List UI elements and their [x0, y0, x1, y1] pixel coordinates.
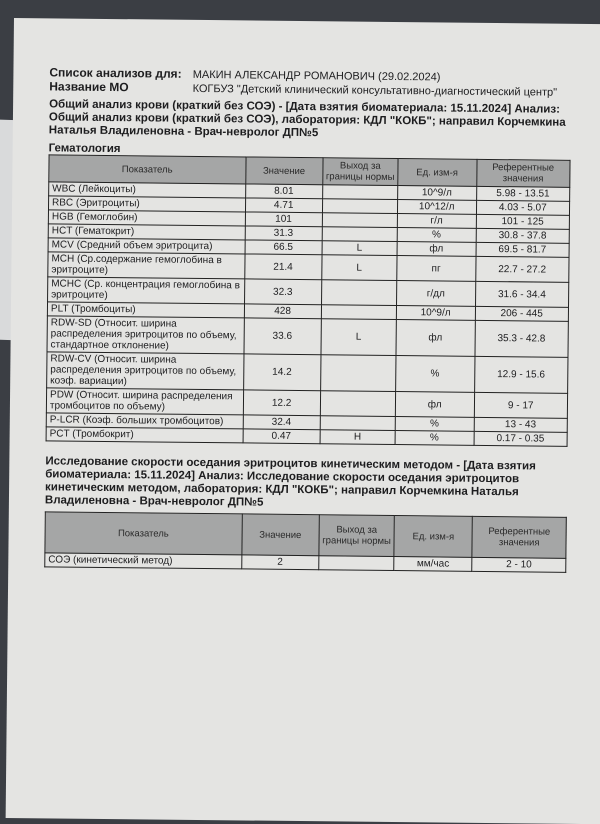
org-value: КОГБУЗ "Детский клинический консультативно-диагностический центр": [192, 82, 558, 99]
cell-value: 2: [241, 555, 319, 570]
cell-ref: 35.3 - 42.8: [474, 320, 568, 357]
cell-name: RDW-CV (Относит. ширина распределения эритроцитов по объему, коэф. вариации): [47, 352, 244, 390]
cell-value: 21.4: [244, 254, 322, 280]
esr-table: [44, 511, 567, 572]
cell-unit: 10^12/л: [397, 200, 476, 215]
cell-flag: L: [322, 255, 397, 281]
cell-name: PDW (Относит. ширина распределения тромбоцитов по объему): [46, 388, 243, 415]
cell-unit: фл: [396, 320, 475, 357]
cell-unit: г/дл: [396, 281, 475, 307]
column-header-name: Показатель: [45, 512, 242, 555]
column-header-value: Значение: [241, 514, 319, 556]
cell-ref: 0.17 - 0.35: [474, 431, 568, 446]
cell-ref: 30.8 - 37.8: [476, 228, 570, 243]
cell-flag: [320, 416, 395, 431]
cell-value: 0.47: [243, 429, 320, 444]
cell-ref: 2 - 10: [472, 557, 566, 572]
cell-value: 33.6: [243, 318, 321, 355]
cell-ref: 12.9 - 15.6: [474, 356, 568, 393]
cell-ref: 101 - 125: [476, 214, 570, 229]
cell-flag: [319, 556, 394, 571]
cell-name: MCH (Ср.содержание гемоглобина в эритроците): [48, 252, 245, 279]
cell-flag: [321, 305, 396, 320]
column-header-flag: Выход за границы нормы: [323, 158, 398, 186]
cell-flag: [320, 355, 395, 392]
patient-value: МАКИН АЛЕКСАНДР РОМАНОВИЧ (29.02.2024): [192, 68, 441, 84]
cell-flag: [322, 213, 397, 228]
cell-name: MCV (Средний объем эритроцита): [48, 238, 245, 254]
org-label: Название МО: [49, 79, 129, 95]
cell-value: 12.2: [243, 390, 321, 416]
cell-name: MCHC (Ср. концентрация гемоглобина в эритроците): [48, 277, 245, 304]
cell-flag: [320, 391, 395, 417]
cell-name: PLT (Тромбоциты): [47, 302, 244, 318]
cell-flag: L: [321, 319, 396, 356]
cell-flag: [322, 227, 397, 242]
cell-unit: %: [397, 228, 476, 243]
table-row: [47, 352, 568, 393]
column-header-name: Показатель: [49, 155, 246, 184]
cell-flag: [321, 280, 396, 306]
lab-report-sheet: [6, 18, 600, 824]
cell-name: HGB (Гемоглобин): [48, 210, 245, 226]
cell-value: 4.71: [245, 198, 322, 213]
table-row: [47, 316, 568, 357]
cell-name: СОЭ (кинетический метод): [45, 553, 242, 569]
cell-name: WBC (Лейкоциты): [49, 182, 246, 198]
column-header-unit: Ед. изм-я: [394, 516, 473, 558]
cbc-table: [46, 154, 571, 446]
cell-unit: мм/час: [394, 557, 472, 572]
cell-value: 428: [244, 304, 321, 319]
cell-ref: 206 - 445: [475, 306, 569, 321]
cell-name: P-LCR (Коэф. больших тромбоцитов): [46, 413, 243, 429]
cell-unit: 10^9/л: [398, 186, 477, 201]
cell-ref: 31.6 - 34.4: [475, 281, 569, 307]
cell-flag: [322, 199, 397, 214]
cell-ref: 5.98 - 13.51: [476, 186, 570, 201]
cell-ref: 4.03 - 5.07: [476, 200, 570, 215]
cell-name: RBC (Эритроциты): [48, 196, 245, 212]
cell-unit: %: [395, 431, 474, 446]
column-header-ref: Референтные значения: [476, 159, 570, 187]
cell-flag: L: [322, 241, 397, 256]
cell-value: 32.3: [244, 279, 322, 305]
cell-value: 101: [245, 212, 322, 227]
esr-title: Исследование скорости оседания эритроцитов кинетическим методом - [Дата взятия биоматериала: 15.11.2024] Анализ: Исследование скорости оседания эритроцитов кинетическим методом, лаборатория: КДЛ "КОКБ"; направил Корчемкина Наталья Владиленовна - Врач-невролог ДП№5: [44, 455, 536, 509]
cell-ref: 13 - 43: [474, 417, 568, 432]
cell-unit: фл: [395, 392, 474, 418]
column-header-flag: Выход за границы нормы: [319, 515, 395, 557]
cell-unit: 10^9/л: [396, 306, 475, 321]
cell-value: 32.4: [243, 415, 320, 430]
cell-unit: г/л: [397, 214, 476, 229]
cell-value: 14.2: [243, 354, 321, 391]
cell-ref: 9 - 17: [474, 392, 568, 418]
column-header-ref: Референтные значения: [472, 516, 566, 558]
table-header-row: [45, 512, 566, 558]
cell-value: 31.3: [245, 226, 322, 241]
patient-label: Список анализов для:: [49, 65, 182, 81]
section-hematology: Гематология: [48, 142, 121, 156]
cell-value: 8.01: [245, 184, 322, 199]
cell-name: HCT (Гематокрит): [48, 224, 245, 240]
cell-value: 66.5: [245, 240, 322, 255]
column-header-unit: Ед. изм-я: [398, 159, 477, 187]
cell-name: PCT (Тромбокрит): [46, 427, 243, 443]
cell-flag: H: [320, 430, 395, 445]
column-header-value: Значение: [245, 157, 323, 185]
cell-unit: %: [396, 356, 475, 393]
cell-ref: 69.5 - 81.7: [476, 242, 570, 257]
cell-unit: фл: [397, 242, 476, 257]
cell-unit: пг: [397, 256, 476, 282]
cell-ref: 22.7 - 27.2: [475, 256, 569, 282]
cell-unit: %: [395, 417, 474, 432]
cell-flag: [322, 185, 397, 200]
cell-name: RDW-SD (Относит. ширина распределения эритроцитов по объему, стандартное отклонение): [47, 316, 244, 354]
cbc-title: Общий анализ крови (краткий без СОЭ) - [Дата взятия биоматериала: 15.11.2024] Анализ: Общий анализ крови (краткий без СОЭ), лаборатория: КДЛ "КОКБ"; направил Корчемкина Наталья Владиленовна - Врач-невролог ДП№5: [48, 98, 566, 140]
